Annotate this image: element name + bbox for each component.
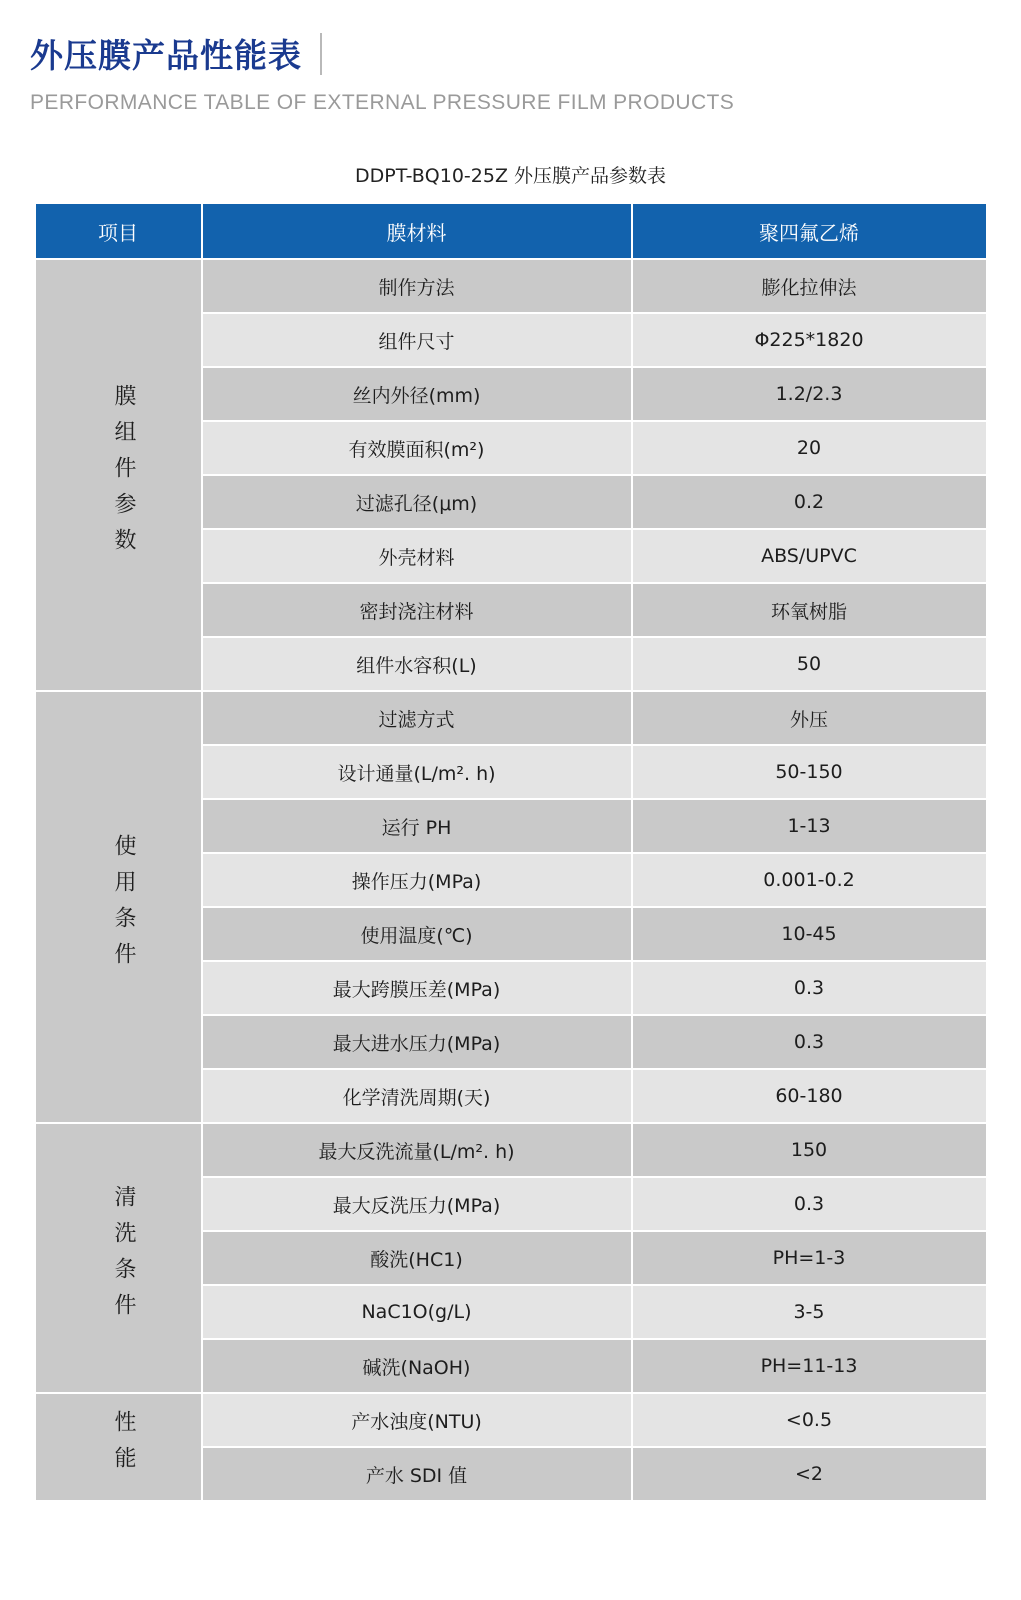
- title-divider: [320, 33, 322, 75]
- parameter-value: PH=11-13: [632, 1339, 987, 1393]
- table-body: [35, 259, 987, 1501]
- parameter-name: NaC1O(g/L): [202, 1285, 632, 1339]
- parameter-value: 环氧树脂: [632, 583, 987, 637]
- table-header-row: [35, 203, 987, 259]
- parameter-value: PH=1-3: [632, 1231, 987, 1285]
- table-row: [35, 1123, 987, 1177]
- group-label-text: 膜组件参数: [111, 383, 136, 564]
- parameter-value: 0.3: [632, 961, 987, 1015]
- parameter-value: <2: [632, 1447, 987, 1501]
- parameter-name: 最大进水压力(MPa): [202, 1015, 632, 1069]
- parameter-name: 产水浊度(NTU): [202, 1393, 632, 1447]
- parameter-value: <0.5: [632, 1393, 987, 1447]
- parameter-name: 碱洗(NaOH): [202, 1339, 632, 1393]
- group-label-text: 清洗条件: [111, 1184, 136, 1329]
- parameter-value: 0.2: [632, 475, 987, 529]
- parameter-value: 50-150: [632, 745, 987, 799]
- parameter-value: 10-45: [632, 907, 987, 961]
- parameter-name: 产水 SDI 值: [202, 1447, 632, 1501]
- parameter-name: 组件水容积(L): [202, 637, 632, 691]
- parameter-value: ABS/UPVC: [632, 529, 987, 583]
- group-label-text: 使用条件: [111, 833, 136, 978]
- row-group-label: [35, 691, 202, 1123]
- table-row: [35, 1393, 987, 1447]
- parameter-name: 酸洗(HC1): [202, 1231, 632, 1285]
- parameter-name: 有效膜面积(m²): [202, 421, 632, 475]
- parameter-value: Φ225*1820: [632, 313, 987, 367]
- parameter-value: 50: [632, 637, 987, 691]
- parameter-value: 1-13: [632, 799, 987, 853]
- row-group-label: [35, 1393, 202, 1501]
- parameter-value: 1.2/2.3: [632, 367, 987, 421]
- column-header-material: 膜材料: [202, 203, 632, 259]
- title-row: [30, 30, 1021, 77]
- parameter-value: 0.3: [632, 1015, 987, 1069]
- parameter-name: 制作方法: [202, 259, 632, 313]
- parameter-value: 0.3: [632, 1177, 987, 1231]
- parameter-name: 最大反洗流量(L/m². h): [202, 1123, 632, 1177]
- parameter-name: 密封浇注材料: [202, 583, 632, 637]
- parameter-value: 膨化拉伸法: [632, 259, 987, 313]
- parameter-name: 设计通量(L/m². h): [202, 745, 632, 799]
- column-header-ptfe: 聚四氟乙烯: [632, 203, 987, 259]
- group-label-text: 性能: [111, 1409, 136, 1482]
- parameter-value: 外压: [632, 691, 987, 745]
- parameter-name: 最大跨膜压差(MPa): [202, 961, 632, 1015]
- parameter-name: 丝内外径(mm): [202, 367, 632, 421]
- row-group-label: [35, 259, 202, 691]
- spec-table: [34, 202, 988, 1502]
- parameter-name: 化学清洗周期(天): [202, 1069, 632, 1123]
- table-row: [35, 691, 987, 745]
- parameter-name: 运行 PH: [202, 799, 632, 853]
- parameter-value: 60-180: [632, 1069, 987, 1123]
- page-header: [0, 0, 1021, 115]
- parameter-value: 20: [632, 421, 987, 475]
- page-title: 外压膜产品性能表: [30, 36, 302, 75]
- table-row: [35, 259, 987, 313]
- row-group-label: [35, 1123, 202, 1393]
- parameter-value: 150: [632, 1123, 987, 1177]
- parameter-name: 外壳材料: [202, 529, 632, 583]
- parameter-name: 使用温度(℃): [202, 907, 632, 961]
- table-caption: DDPT-BQ10-25Z 外压膜产品参数表: [354, 165, 666, 187]
- parameter-name: 组件尺寸: [202, 313, 632, 367]
- parameter-value: 3-5: [632, 1285, 987, 1339]
- parameter-name: 操作压力(MPa): [202, 853, 632, 907]
- page-subtitle: PERFORMANCE TABLE OF EXTERNAL PRESSURE FILM PRODUCTS: [30, 91, 735, 114]
- parameter-value: 0.001-0.2: [632, 853, 987, 907]
- parameter-name: 过滤方式: [202, 691, 632, 745]
- parameter-name: 过滤孔径(μm): [202, 475, 632, 529]
- column-header-item: 项目: [35, 203, 202, 259]
- parameter-name: 最大反洗压力(MPa): [202, 1177, 632, 1231]
